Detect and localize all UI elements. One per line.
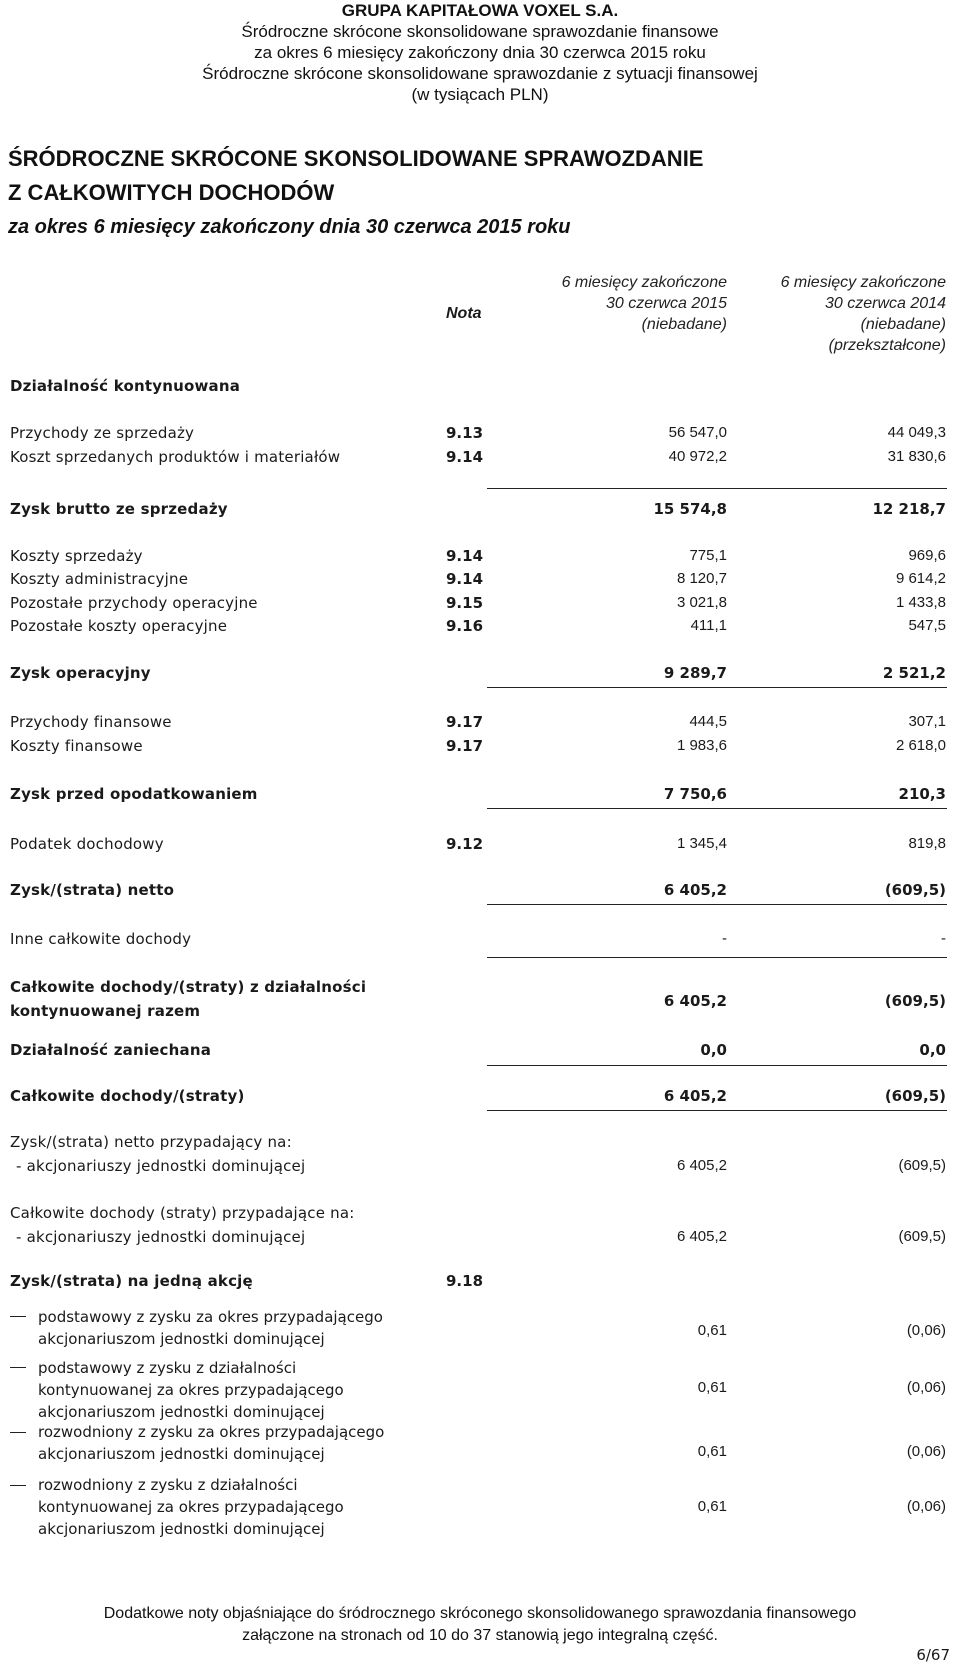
row-label: - akcjonariuszy jednostki dominującej: [16, 1228, 306, 1246]
value-2015: 7 750,6: [663, 785, 727, 803]
value-2014: (609,5): [884, 992, 946, 1010]
row-note: 9.16: [446, 617, 484, 635]
row-label: Zysk/(strata) netto przypadający na:: [10, 1133, 292, 1151]
row-label: Zysk przed opodatkowaniem: [10, 785, 258, 803]
eps-label-line: kontynuowanej za okres przypadającego: [38, 1498, 344, 1516]
header-line-2: za okres 6 miesięcy zakończony dnia 30 czerwca 2015 roku: [254, 43, 706, 62]
eps-row: [0, 1421, 960, 1467]
value-2014: 2 521,2: [882, 664, 946, 682]
value-2014: -: [941, 930, 946, 947]
value-2015: 56 547,0: [668, 424, 727, 441]
value-2014: (0,06): [906, 1379, 946, 1396]
value-2014: (0,06): [906, 1322, 946, 1339]
value-2015: 9 289,7: [663, 664, 727, 682]
row-label: Podatek dochodowy: [10, 835, 164, 853]
eps-label-line: akcjonariuszom jednostki dominującej: [38, 1520, 325, 1538]
table-row: [0, 594, 960, 618]
table-row-total: [0, 1087, 960, 1111]
row-label: Przychody finansowe: [10, 713, 172, 731]
header-line-4: (w tysiącach PLN): [411, 85, 549, 104]
dash-bullet: [10, 1367, 26, 1368]
statement-period: za okres 6 miesięcy zakończony dnia 30 czerwca 2015 roku: [8, 216, 571, 238]
value-2014: (0,06): [906, 1498, 946, 1515]
value-2014: (609,5): [884, 1087, 946, 1105]
table-row: [0, 713, 960, 737]
company-name: GRUPA KAPITAŁOWA VOXEL S.A.: [341, 1, 619, 20]
header-line-1: Śródroczne skrócone skonsolidowane sprawozdanie finansowe: [241, 22, 719, 41]
dash-bullet: [10, 1432, 26, 1433]
eps-label-line: rozwodniony z zysku z działalności: [38, 1476, 298, 1494]
value-2014: 44 049,3: [887, 424, 946, 441]
col-2014-line-4: (przekształcone): [828, 337, 946, 354]
value-2014: 210,3: [898, 785, 946, 803]
table-row: [0, 617, 960, 641]
row-note: 9.15: [446, 594, 484, 612]
eps-label: [38, 1474, 344, 1540]
eps-label-line: podstawowy z zysku za okres przypadającego: [38, 1308, 383, 1326]
table-row-total: [0, 1041, 960, 1065]
footer-note: [0, 1603, 960, 1647]
row-note: 9.12: [446, 835, 484, 853]
value-2015: 1 345,4: [676, 835, 727, 852]
column-header-2015: [562, 272, 727, 335]
row-label: Całkowite dochody (straty) przypadające na:: [10, 1204, 355, 1222]
value-2015: 411,1: [690, 617, 727, 634]
value-2015: -: [722, 930, 727, 947]
table-row: [0, 570, 960, 594]
value-2014: 31 830,6: [887, 448, 946, 465]
value-2014: 307,1: [908, 713, 946, 730]
row-note: 9.17: [446, 713, 484, 731]
rule-line: [487, 1065, 947, 1066]
value-2015: 6 405,2: [676, 1157, 727, 1174]
col-2015-line-1: 6 miesięcy zakończone: [561, 274, 727, 291]
rule-line: [487, 957, 947, 958]
row-note: 9.13: [446, 424, 484, 442]
value-2014: (609,5): [884, 881, 946, 899]
section-continuing: [0, 377, 960, 401]
value-2015: 0,0: [700, 1041, 727, 1059]
col-2015-line-3: (niebadane): [641, 316, 727, 333]
table-row-subtotal: [0, 500, 960, 524]
table-row: [0, 1228, 960, 1252]
table-row-subtotal: [0, 664, 960, 688]
rule-line: [487, 687, 947, 688]
value-2015: 6 405,2: [676, 1228, 727, 1245]
eps-row: [0, 1474, 960, 1542]
value-2014: 0,0: [919, 1041, 946, 1059]
dash-bullet: [10, 1485, 26, 1486]
value-2015: 6 405,2: [663, 1087, 727, 1105]
table-row-total: [0, 978, 960, 1026]
col-2014-line-1: 6 miesięcy zakończone: [780, 274, 946, 291]
table-row-subtotal: [0, 785, 960, 809]
eps-row: [0, 1357, 960, 1425]
eps-label-line: akcjonariuszom jednostki dominującej: [38, 1330, 325, 1348]
value-2014: 12 218,7: [872, 500, 946, 518]
eps-label: [38, 1421, 384, 1465]
value-2015: 0,61: [697, 1322, 727, 1339]
document-header: [0, 0, 960, 105]
value-2015: 15 574,8: [653, 500, 727, 518]
footer-line-1: Dodatkowe noty objaśniające do śródrocznego skróconego skonsolidowanego sprawozdania finansowego: [103, 1605, 857, 1622]
column-header-nota: Nota: [446, 305, 482, 322]
table-row: [0, 737, 960, 761]
rule-line: [487, 1110, 947, 1111]
column-header-2014: [781, 272, 946, 356]
rule-line: [487, 488, 947, 489]
table-row-eps-header: [0, 1272, 960, 1296]
value-2015: 0,61: [697, 1498, 727, 1515]
value-2014: 969,6: [908, 547, 946, 564]
row-label-line-2: kontynuowanej razem: [10, 1002, 201, 1020]
statement-title-line-2: Z CAŁKOWITYCH DOCHODÓW: [8, 180, 335, 205]
row-note: 9.14: [446, 547, 484, 565]
rule-line: [487, 904, 947, 905]
row-note: 9.18: [446, 1272, 484, 1290]
footer-line-2: załączone na stronach od 10 do 37 stanowią jego integralną część.: [242, 1627, 718, 1644]
eps-label-line: podstawowy z zysku z działalności: [38, 1359, 297, 1377]
value-2014: 1 433,8: [895, 594, 946, 611]
row-label: Całkowite dochody/(straty): [10, 1087, 245, 1105]
table-row: [0, 547, 960, 571]
table-row-total: [0, 881, 960, 905]
value-2015: 1 983,6: [676, 737, 727, 754]
value-2014: (0,06): [906, 1443, 946, 1460]
eps-label-line: kontynuowanej za okres przypadającego: [38, 1381, 344, 1399]
eps-row: [0, 1306, 960, 1352]
table-row: [0, 930, 960, 954]
row-label: - akcjonariuszy jednostki dominującej: [16, 1157, 306, 1175]
row-label: Pozostałe koszty operacyjne: [10, 617, 228, 635]
value-2014: (609,5): [898, 1157, 946, 1174]
table-row: [0, 1133, 960, 1157]
row-note: 9.14: [446, 570, 484, 588]
eps-label-line: akcjonariuszom jednostki dominującej: [38, 1403, 325, 1421]
table-row: [0, 1157, 960, 1181]
eps-label: [38, 1357, 344, 1423]
row-label: Koszty finansowe: [10, 737, 143, 755]
eps-label-line: akcjonariuszom jednostki dominującej: [38, 1445, 325, 1463]
col-2014-line-2: 30 czerwca 2014: [825, 295, 946, 312]
row-label: Działalność zaniechana: [10, 1041, 212, 1059]
value-2015: 40 972,2: [668, 448, 727, 465]
value-2014: 2 618,0: [895, 737, 946, 754]
value-2014: 819,8: [908, 835, 946, 852]
value-2015: 3 021,8: [676, 594, 727, 611]
page-number: 6/67: [916, 1646, 950, 1664]
row-label: Koszty sprzedaży: [10, 547, 143, 565]
row-label: Przychody ze sprzedaży: [10, 424, 195, 442]
eps-label: [38, 1306, 383, 1350]
value-2015: 6 405,2: [663, 992, 727, 1010]
row-label: Pozostałe przychody operacyjne: [10, 594, 258, 612]
row-label: Koszty administracyjne: [10, 570, 189, 588]
table-row: [0, 448, 960, 472]
row-note: 9.17: [446, 737, 484, 755]
row-label: Inne całkowite dochody: [10, 930, 192, 948]
col-2015-line-2: 30 czerwca 2015: [606, 295, 727, 312]
value-2015: 0,61: [697, 1379, 727, 1396]
value-2014: 9 614,2: [895, 570, 946, 587]
row-note: 9.14: [446, 448, 484, 466]
row-label: Zysk/(strata) netto: [10, 881, 175, 899]
row-label: Zysk operacyjny: [10, 664, 151, 682]
header-line-3: Śródroczne skrócone skonsolidowane sprawozdanie z sytuacji finansowej: [202, 64, 758, 83]
statement-title-line-1: ŚRÓDROCZNE SKRÓCONE SKONSOLIDOWANE SPRAWOZDANIE: [8, 146, 704, 171]
row-label-line-1: Całkowite dochody/(straty) z działalności: [10, 978, 367, 996]
value-2014: 547,5: [908, 617, 946, 634]
rule-line: [487, 808, 947, 809]
section-label: Działalność kontynuowana: [10, 377, 241, 395]
eps-label-line: rozwodniony z zysku za okres przypadającego: [38, 1423, 385, 1441]
col-2014-line-3: (niebadane): [860, 316, 946, 333]
value-2015: 444,5: [689, 713, 727, 730]
table-row: [0, 1204, 960, 1228]
row-label: Zysk/(strata) na jedną akcję: [10, 1272, 253, 1290]
table-row: [0, 835, 960, 859]
row-label: Zysk brutto ze sprzedaży: [10, 500, 228, 518]
value-2015: 8 120,7: [676, 570, 727, 587]
value-2015: 6 405,2: [663, 881, 727, 899]
value-2015: 0,61: [697, 1443, 727, 1460]
row-label: Koszt sprzedanych produktów i materiałów: [10, 448, 341, 466]
value-2015: 775,1: [689, 547, 727, 564]
table-row: [0, 424, 960, 448]
dash-bullet: [10, 1316, 26, 1317]
value-2014: (609,5): [898, 1228, 946, 1245]
